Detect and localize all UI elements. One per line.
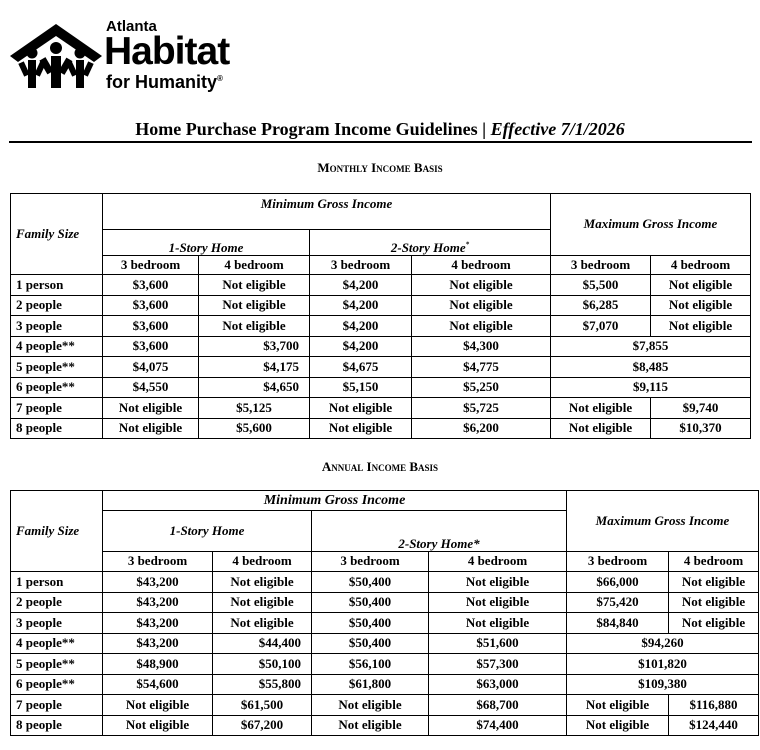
monthly-section-title: Monthly Income Basis (317, 160, 443, 175)
family-size-cell: 8 people (11, 418, 103, 439)
two-story-4bed-cell: Not eligible (429, 592, 567, 613)
max-4bed-cell: $116,880 (669, 695, 759, 716)
min-gross-header: Minimum Gross Income (103, 491, 567, 511)
family-size-cell: 1 person (11, 275, 103, 296)
max-3bed-cell: $66,000 (567, 572, 669, 593)
one-story-3bed-cell: Not eligible (103, 695, 213, 716)
one-story-3bed-cell: $43,200 (103, 633, 213, 654)
two-story-4bed-cell: $51,600 (429, 633, 567, 654)
max-4bed-cell: Not eligible (669, 613, 759, 634)
one-story-3bed-cell: $54,600 (103, 674, 213, 695)
max-3bed-cell: $84,840 (567, 613, 669, 634)
max-4bed-cell: $10,370 (651, 418, 751, 439)
two-story-3bed-cell: $61,800 (312, 674, 429, 695)
one-story-4bed-cell: $4,650 (199, 377, 310, 398)
col-max-3bed: 3 bedroom (551, 256, 651, 275)
family-figures-icon (10, 22, 102, 92)
col-2story-4bed: 4 bedroom (429, 552, 567, 572)
logo-humanity-text: for Humanity (106, 72, 218, 92)
two-story-3bed-cell: Not eligible (312, 715, 429, 736)
one-story-3bed-cell: Not eligible (103, 398, 199, 419)
two-story-3bed-cell: $4,675 (310, 357, 412, 378)
two-story-header (310, 230, 551, 256)
max-4bed-cell: Not eligible (669, 572, 759, 593)
family-size-cell: 6 people** (11, 377, 103, 398)
page-title (0, 119, 760, 140)
two-story-4bed-cell: $6,200 (412, 418, 551, 439)
col-1story-3bed: 3 bedroom (103, 256, 199, 275)
one-story-4bed-cell: Not eligible (199, 316, 310, 337)
max-3bed-cell: $75,420 (567, 592, 669, 613)
two-story-3bed-cell: $4,200 (310, 316, 412, 337)
max-3bed-cell: $6,285 (551, 295, 651, 316)
col-1story-3bed: 3 bedroom (103, 552, 213, 572)
max-income-cell: $101,820 (567, 654, 759, 675)
table-row (11, 275, 751, 296)
family-size-cell: 4 people** (11, 633, 103, 654)
family-size-cell: 7 people (11, 695, 103, 716)
one-story-4bed-cell: Not eligible (213, 592, 312, 613)
max-3bed-cell: Not eligible (551, 418, 651, 439)
two-story-4bed-cell: $5,250 (412, 377, 551, 398)
two-story-3bed-cell: $4,200 (310, 336, 412, 357)
two-story-4bed-cell: $57,300 (429, 654, 567, 675)
table-row (11, 336, 751, 357)
max-income-cell: $9,115 (551, 377, 751, 398)
family-size-cell: 4 people** (11, 336, 103, 357)
one-story-3bed-cell: $43,200 (103, 572, 213, 593)
family-size-cell: 5 people** (11, 357, 103, 378)
max-income-cell: $109,380 (567, 674, 759, 695)
max-gross-header: Maximum Gross Income (551, 194, 751, 256)
table-row (11, 654, 759, 675)
annual-income-table (10, 490, 759, 736)
max-3bed-cell: $5,500 (551, 275, 651, 296)
family-size-cell: 2 people (11, 295, 103, 316)
two-story-3bed-cell: Not eligible (310, 418, 412, 439)
logo-line-humanity (106, 72, 223, 93)
one-story-4bed-cell: Not eligible (199, 275, 310, 296)
max-income-cell: $94,260 (567, 633, 759, 654)
one-story-4bed-cell: $61,500 (213, 695, 312, 716)
col-2story-4bed: 4 bedroom (412, 256, 551, 275)
col-max-4bed: 4 bedroom (669, 552, 759, 572)
family-size-cell: 3 people (11, 613, 103, 634)
logo-line-habitat: Habitat (104, 30, 230, 73)
one-story-4bed-cell: $50,100 (213, 654, 312, 675)
two-story-3bed-cell: $50,400 (312, 572, 429, 593)
family-size-cell: 7 people (11, 398, 103, 419)
one-story-3bed-cell: Not eligible (103, 715, 213, 736)
monthly-income-table (10, 193, 751, 439)
two-story-4bed-cell: Not eligible (412, 275, 551, 296)
two-story-asterisk: * (465, 240, 470, 249)
one-story-4bed-cell: $5,600 (199, 418, 310, 439)
two-story-4bed-cell: Not eligible (412, 316, 551, 337)
table-row (11, 398, 751, 419)
family-size-cell: 2 people (11, 592, 103, 613)
one-story-4bed-cell: $67,200 (213, 715, 312, 736)
one-story-3bed-cell: $43,200 (103, 592, 213, 613)
col-1story-4bed: 4 bedroom (199, 256, 310, 275)
two-story-label: 2-Story Home (390, 239, 466, 255)
two-story-3bed-cell: $50,400 (312, 613, 429, 634)
two-story-4bed-cell: Not eligible (412, 295, 551, 316)
family-size-cell: 6 people** (11, 674, 103, 695)
min-gross-header: Minimum Gross Income (103, 194, 551, 230)
title-main: Home Purchase Program Income Guidelines | (135, 119, 491, 139)
one-story-3bed-cell: $4,550 (103, 377, 199, 398)
two-story-3bed-cell: $56,100 (312, 654, 429, 675)
max-gross-header: Maximum Gross Income (567, 491, 759, 552)
one-story-4bed-cell: $3,700 (199, 336, 310, 357)
one-story-4bed-cell: Not eligible (199, 295, 310, 316)
one-story-3bed-cell: $3,600 (103, 316, 199, 337)
max-income-cell: $8,485 (551, 357, 751, 378)
table-row (11, 357, 751, 378)
col-max-4bed: 4 bedroom (651, 256, 751, 275)
two-story-4bed-cell: $63,000 (429, 674, 567, 695)
habitat-logo (10, 18, 240, 100)
two-story-4bed-cell: $5,725 (412, 398, 551, 419)
table-row (11, 715, 759, 736)
table-row (11, 695, 759, 716)
title-effective: Effective 7/1/2026 (490, 119, 625, 139)
two-story-3bed-cell: Not eligible (312, 695, 429, 716)
family-size-header: Family Size (11, 491, 103, 572)
one-story-header: 1-Story Home (103, 230, 310, 256)
two-story-3bed-cell: $4,200 (310, 275, 412, 296)
table-row (11, 674, 759, 695)
max-4bed-cell: $9,740 (651, 398, 751, 419)
one-story-4bed-cell: $44,400 (213, 633, 312, 654)
family-size-cell: 5 people** (11, 654, 103, 675)
title-divider (9, 141, 752, 143)
two-story-4bed-cell: Not eligible (429, 572, 567, 593)
one-story-4bed-cell: $4,175 (199, 357, 310, 378)
two-story-4bed-cell: $74,400 (429, 715, 567, 736)
one-story-3bed-cell: $43,200 (103, 613, 213, 634)
two-story-4bed-cell: $68,700 (429, 695, 567, 716)
table-row (11, 592, 759, 613)
one-story-3bed-cell: Not eligible (103, 418, 199, 439)
family-size-header: Family Size (11, 194, 103, 275)
col-1story-4bed: 4 bedroom (213, 552, 312, 572)
one-story-3bed-cell: $4,075 (103, 357, 199, 378)
annual-section-title: Annual Income Basis (321, 459, 439, 474)
two-story-4bed-cell: Not eligible (429, 613, 567, 634)
two-story-4bed-cell: $4,300 (412, 336, 551, 357)
family-size-cell: 1 person (11, 572, 103, 593)
table-row (11, 377, 751, 398)
table-row (11, 613, 759, 634)
col-2story-3bed: 3 bedroom (312, 552, 429, 572)
col-max-3bed: 3 bedroom (567, 552, 669, 572)
two-story-3bed-cell: $5,150 (310, 377, 412, 398)
max-4bed-cell: $124,440 (669, 715, 759, 736)
max-3bed-cell: Not eligible (567, 695, 669, 716)
max-4bed-cell: Not eligible (651, 275, 751, 296)
two-story-3bed-cell: Not eligible (310, 398, 412, 419)
two-story-header: 2-Story Home* (312, 511, 567, 552)
one-story-3bed-cell: $48,900 (103, 654, 213, 675)
table-row (11, 418, 751, 439)
one-story-header: 1-Story Home (103, 511, 312, 552)
max-4bed-cell: Not eligible (669, 592, 759, 613)
table-row (11, 633, 759, 654)
logo-line-atlanta: Atlanta (106, 18, 157, 35)
one-story-4bed-cell: Not eligible (213, 572, 312, 593)
max-4bed-cell: Not eligible (651, 295, 751, 316)
one-story-3bed-cell: $3,600 (103, 275, 199, 296)
max-3bed-cell: Not eligible (567, 715, 669, 736)
one-story-3bed-cell: $3,600 (103, 336, 199, 357)
max-income-cell: $7,855 (551, 336, 751, 357)
col-2story-3bed: 3 bedroom (310, 256, 412, 275)
two-story-3bed-cell: $50,400 (312, 592, 429, 613)
one-story-4bed-cell: Not eligible (213, 613, 312, 634)
table-row (11, 572, 759, 593)
two-story-3bed-cell: $4,200 (310, 295, 412, 316)
max-4bed-cell: Not eligible (651, 316, 751, 337)
family-size-cell: 3 people (11, 316, 103, 337)
max-3bed-cell: Not eligible (551, 398, 651, 419)
family-size-cell: 8 people (11, 715, 103, 736)
registered-mark: ® (217, 74, 223, 83)
one-story-4bed-cell: $55,800 (213, 674, 312, 695)
two-story-4bed-cell: $4,775 (412, 357, 551, 378)
table-row (11, 295, 751, 316)
one-story-3bed-cell: $3,600 (103, 295, 199, 316)
table-row (11, 316, 751, 337)
two-story-3bed-cell: $50,400 (312, 633, 429, 654)
one-story-4bed-cell: $5,125 (199, 398, 310, 419)
max-3bed-cell: $7,070 (551, 316, 651, 337)
